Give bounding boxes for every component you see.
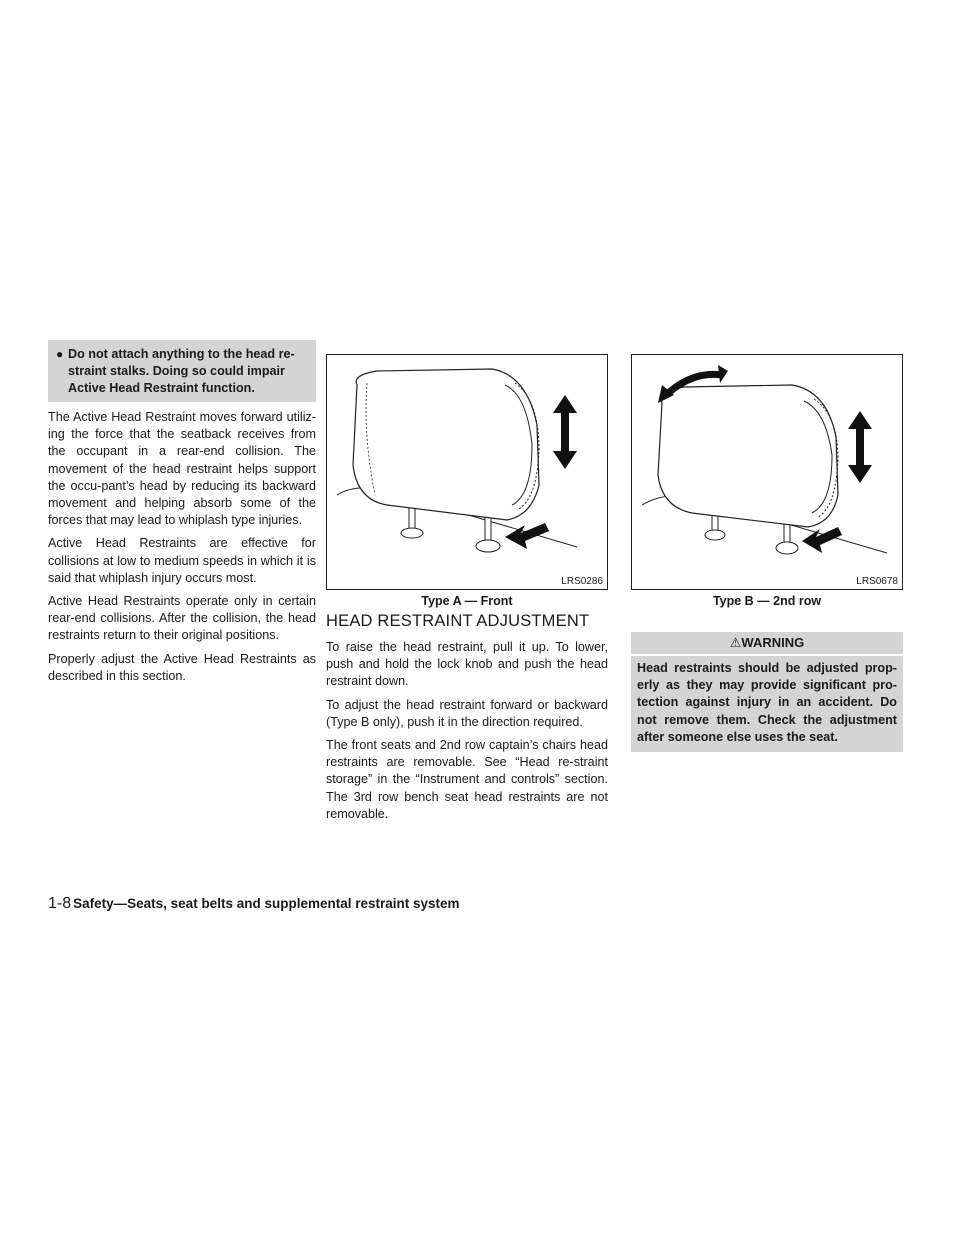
- paragraph-adjust: Properly adjust the Active Head Restraints as described in this section.: [48, 651, 316, 683]
- paragraph-effectiveness: Active Head Restraints are effective for collisions at low to medium speeds in which it is said that whiplash injury occurs most.: [48, 536, 316, 585]
- warning-label: WARNING: [741, 635, 805, 650]
- figure-caption-a: Type A — Front: [421, 594, 513, 608]
- warning-text: Head restraints should be adjusted prop-erly as they may provide significant pro-tection against injury in an accident. Do not remove them. Check the adjustment after someone else uses the seat.: [631, 656, 903, 752]
- push-arrow-icon: [802, 527, 842, 553]
- left-column: [48, 340, 316, 691]
- figure-code-a: LRS0286: [561, 576, 603, 587]
- figure-type-a: [326, 354, 608, 590]
- middle-column: [326, 340, 608, 829]
- paragraph-active-head-restraint: The Active Head Restraint moves forward utiliz-ing the force that the seatback receives from the occupant in a rear-end collision. The movement of the head restraint helps support the occu-pant’s head by reducing its backward movement and helping absorb some of the forces that may lead to whiplash type injuries.: [48, 410, 316, 528]
- warning-header: [631, 632, 903, 654]
- chapter-title: Safety—Seats, seat belts and supplemental restraint system: [73, 896, 460, 911]
- figure-caption-b: Type B — 2nd row: [712, 594, 822, 608]
- bullet-icon: ●: [56, 347, 64, 361]
- section-heading: HEAD RESTRAINT ADJUSTMENT: [326, 612, 590, 630]
- paragraph-operation: Active Head Restraints operate only in certain rear-end collisions. After the collision, the head restraints return to their original positions.: [48, 594, 316, 643]
- up-down-arrow-icon: [848, 411, 872, 483]
- caution-note-text: Do not attach anything to the head re-straint stalks. Doing so could impair Active Head Restraint function.: [68, 347, 295, 395]
- caution-note-box: [48, 340, 316, 402]
- head-restraint-type-b-illustration: [632, 355, 902, 589]
- push-arrow-icon: [505, 523, 549, 549]
- figure-type-b: [631, 354, 903, 590]
- page-footer: [48, 895, 460, 913]
- page-number: 1-8: [48, 895, 72, 912]
- up-down-arrow-icon: [553, 395, 577, 469]
- paragraph-raise-lower: To raise the head restraint, pull it up. To lower, push and hold the lock knob and push the head restraint down.: [326, 640, 608, 689]
- paragraph-forward-backward: To adjust the head restraint forward or backward (Type B only), push it in the direction required.: [326, 697, 608, 729]
- warning-icon: ⚠: [729, 635, 742, 650]
- figure-code-b: LRS0678: [856, 576, 898, 587]
- right-column: [631, 340, 903, 752]
- paragraph-removable: The front seats and 2nd row captain’s chairs head restraints are removable. See “Head re-straint storage” in the “Instrument and controls” section. The 3rd row bench seat head restraints are not removable.: [326, 738, 608, 821]
- head-restraint-type-a-illustration: [327, 355, 607, 589]
